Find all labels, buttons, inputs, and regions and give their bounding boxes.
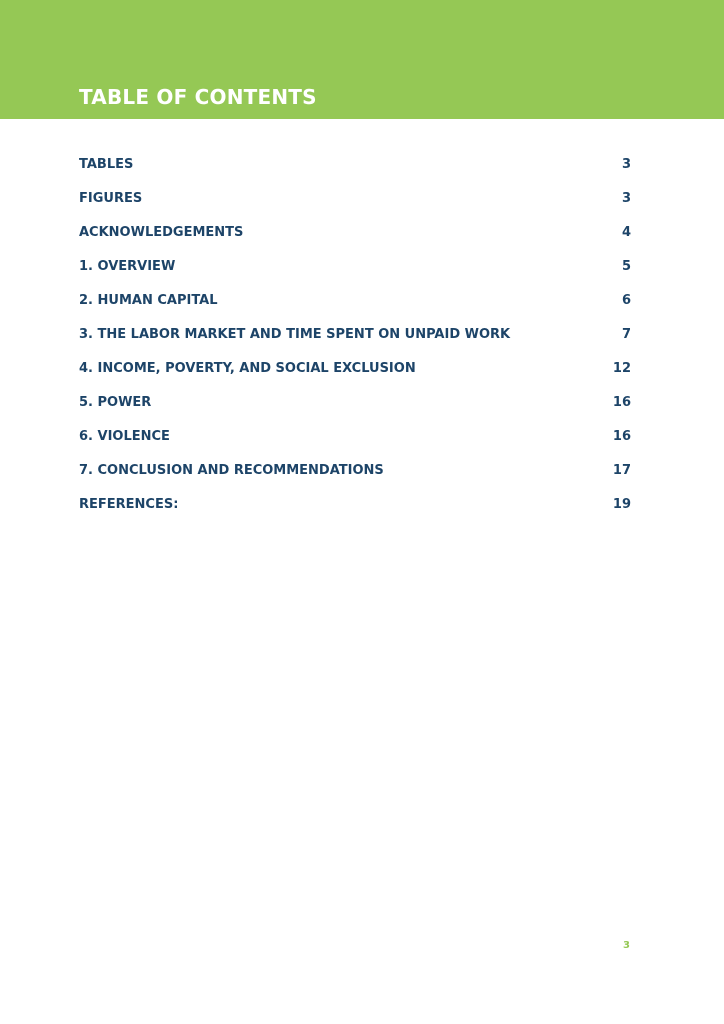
toc-entry-label: 6. VIOLENCE <box>79 429 170 444</box>
toc-entry-label: 2. HUMAN CAPITAL <box>79 293 218 308</box>
toc-entry-page: 19 <box>612 497 631 512</box>
toc-entry-page: 16 <box>612 395 631 410</box>
toc-entry-label: TABLES <box>79 157 134 172</box>
toc-entry-violence[interactable] <box>79 427 631 461</box>
toc-entry-page: 3 <box>621 157 631 172</box>
toc-entry-label: ACKNOWLEDGEMENTS <box>79 225 244 240</box>
toc-entry-income-poverty[interactable] <box>79 359 631 393</box>
toc-entry-label: 3. THE LABOR MARKET AND TIME SPENT ON UNPAID WORK <box>79 327 511 342</box>
toc-entry-acknowledgements[interactable] <box>79 223 631 257</box>
toc-entry-power[interactable] <box>79 393 631 427</box>
toc-entry-page: 6 <box>621 293 631 308</box>
toc-entry-page: 4 <box>621 225 631 240</box>
toc-entry-page: 12 <box>612 361 631 376</box>
table-of-contents <box>79 155 631 529</box>
toc-entry-labor-market[interactable] <box>79 325 631 359</box>
toc-entry-label: 1. OVERVIEW <box>79 259 176 274</box>
toc-entry-page: 5 <box>621 259 631 274</box>
toc-entry-label: 4. INCOME, POVERTY, AND SOCIAL EXCLUSION <box>79 361 416 376</box>
header-band <box>0 0 724 119</box>
toc-entry-overview[interactable] <box>79 257 631 291</box>
toc-entry-page: 17 <box>612 463 631 478</box>
toc-entry-figures[interactable] <box>79 189 631 223</box>
toc-entry-page: 16 <box>612 429 631 444</box>
toc-entry-conclusion[interactable] <box>79 461 631 495</box>
toc-entry-page: 7 <box>621 327 631 342</box>
toc-entry-label: FIGURES <box>79 191 143 206</box>
toc-entry-references[interactable] <box>79 495 631 529</box>
toc-entry-label: 5. POWER <box>79 395 152 410</box>
toc-entry-label: 7. CONCLUSION AND RECOMMENDATIONS <box>79 463 384 478</box>
toc-entry-label: REFERENCES: <box>79 497 179 512</box>
page-title: TABLE OF CONTENTS <box>79 85 317 109</box>
toc-entry-page: 3 <box>621 191 631 206</box>
page-number: 3 <box>623 940 630 951</box>
toc-entry-human-capital[interactable] <box>79 291 631 325</box>
toc-entry-tables[interactable] <box>79 155 631 189</box>
